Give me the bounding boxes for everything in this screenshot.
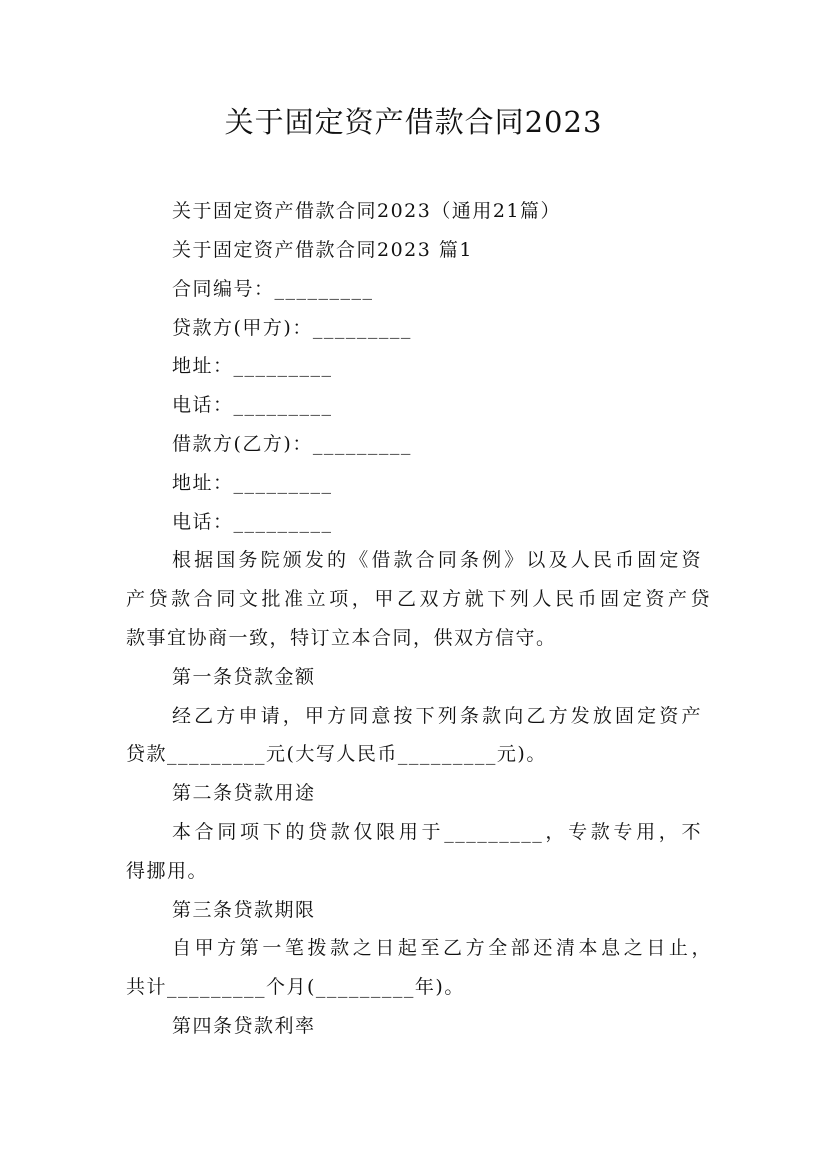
article-heading: 第三条贷款期限	[172, 899, 316, 921]
article-heading: 第一条贷款金额	[172, 666, 316, 688]
paragraph-line: 经乙方申请，甲方同意按下列条款向乙方发放固定资产	[172, 705, 702, 727]
paragraph-line: 根据国务院颁发的《借款合同条例》以及人民币固定资	[172, 549, 702, 571]
paragraph-line: 款事宜协商一致，特订立本合同，供双方信守。	[126, 627, 557, 649]
section-heading: 关于固定资产借款合同2023 篇1	[172, 239, 473, 261]
lender-phone-field: 电话：_________	[172, 394, 333, 416]
lender-address-field: 地址：_________	[172, 355, 333, 377]
paragraph-line: 贷款_________元(大写人民币_________元)。	[126, 743, 547, 765]
paragraph-line: 共计_________个月(_________年)。	[126, 976, 465, 998]
paragraph-line: 得挪用。	[126, 860, 209, 882]
borrower-address-field: 地址：_________	[172, 472, 333, 494]
lender-field: 贷款方(甲方)：_________	[172, 317, 412, 339]
document-title: 关于固定资产借款合同2023	[224, 105, 603, 139]
paragraph-line: 本合同项下的贷款仅限用于_________，专款专用，不	[172, 821, 702, 843]
paragraph-line: 产贷款合同文批准立项，甲乙双方就下列人民币固定资产贷	[126, 588, 711, 610]
contract-number-field: 合同编号：_________	[172, 278, 374, 300]
borrower-phone-field: 电话：_________	[172, 511, 333, 533]
article-heading: 第四条贷款利率	[172, 1015, 316, 1037]
article-heading: 第二条贷款用途	[172, 782, 316, 804]
borrower-field: 借款方(乙方)：_________	[172, 433, 412, 455]
subtitle-line: 关于固定资产借款合同2023（通用21篇）	[172, 200, 562, 222]
paragraph-line: 自甲方第一笔拨款之日起至乙方全部还清本息之日止，	[172, 937, 712, 959]
